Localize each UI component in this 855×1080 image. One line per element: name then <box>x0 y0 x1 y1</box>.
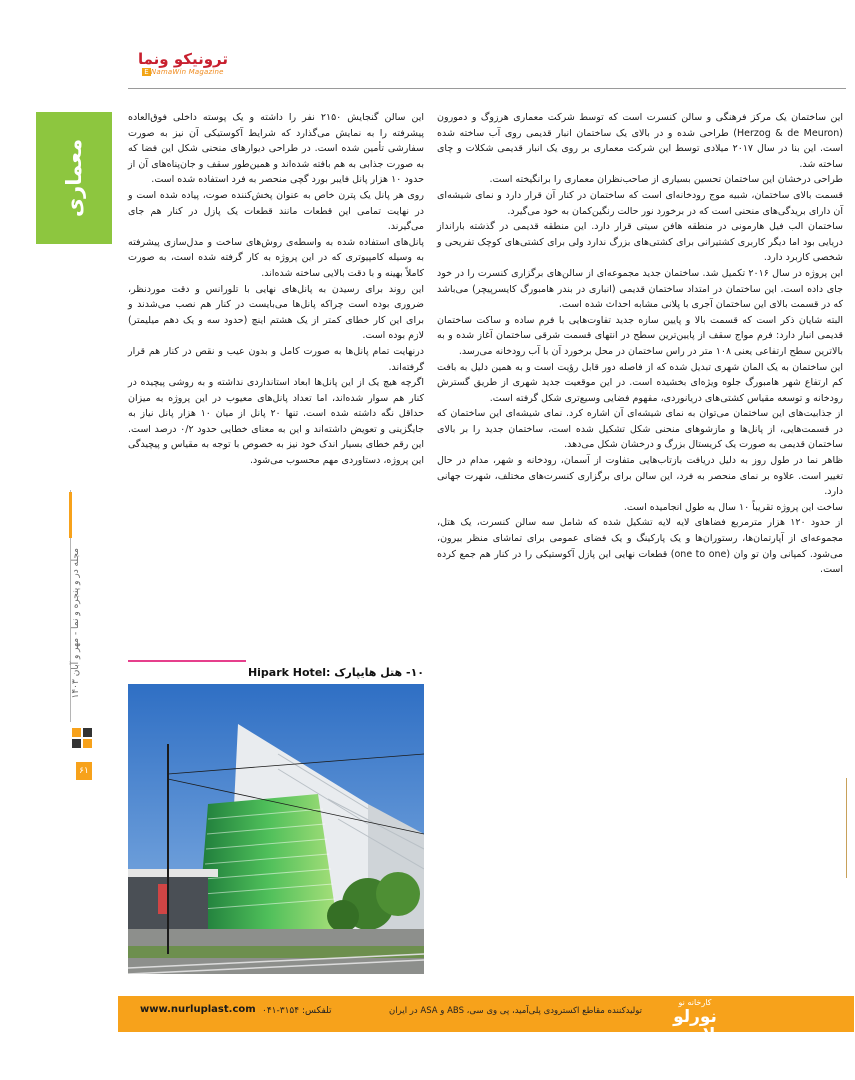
paragraph: طراحی درخشان این ساختمان تحسین بسیاری از صاحب‌نظران معماری را برانگیخته است. <box>489 174 843 186</box>
paragraph: ظاهر نما در طول روز به دلیل دریافت بازتاب‌هایی متفاوت از آسمان، رودخانه و شهر، مدام در حال تغییر است. علاوه بر نمای منحصر به فرد، این سالن برای برگزاری کنسرت‌های مختلف، شهرت جهانی دارد. <box>437 455 843 498</box>
paragraph: درنهایت تمام پانل‌ها به صورت کامل و بدون عیب و نقص در کنار هم قرار گرفته‌اند. <box>128 345 424 373</box>
paragraph: از حدود ۱۲۰ هزار مترمربع فضاهای لایه لایه تشکیل شده که شامل سه سالن کنسرت، یک هتل، مجموعه‌ای از آپارتمان‌ها، رستوران‌ها و یک پارکینگ و یک فضای عمومی برای تماشای منظر بیرون، می‌شود. کمپانی وان تو وان (one to one) قطعات نهایی این پازل آکوستیکی را در کنار هم جمع کرده است. <box>437 517 843 576</box>
logo-title: ترونیکو ونما <box>137 50 229 68</box>
section-label: معماری <box>62 138 86 218</box>
paragraph: ساخت این پروژه تقریباً ۱۰ سال به طول انجامیده است. <box>623 501 843 513</box>
header-divider <box>128 88 846 89</box>
logo-sub-text: NamaWin Magazine <box>150 68 224 76</box>
paragraph: ساختمان الب فیل هارمونی در منطقه هافن سیتی قرار دارد. این منطقه قدیمی در گذشته بارانداز دریایی بود اما دیگر کاربری کشتیرانی برای کشتی‌های بزرگ ندارد ولی برای کشتی‌های کوچک تفریحی و شخصی کاربرد دارد. <box>437 221 843 264</box>
side-accent-bar <box>69 492 72 538</box>
logo-sub-mark: E <box>144 68 149 76</box>
paragraph: پانل‌های استفاده شده به واسطه‌ی روش‌های ساخت و مدل‌سازی پیشرفته به وسیله کامپیوتری که در این پروژه به کار گرفته شده است، به صورت کاملاً بهینه و با دقت بالایی ساخته شده‌اند. <box>128 236 424 279</box>
footer-phone: تلفکس: ۳۱۵۴-۰۴۱ <box>262 1006 332 1016</box>
paragraph: این ساختمان به یک المان شهری تبدیل شده که از فاصله دور قابل رؤیت است و به همین دلیل به بافت کم ارتفاع شهر هامبورگ جلوه ویژه‌ای بخشیده است. در این موقعیت جدید شهری از طریق گسترش رودخانه و توسعه مقیاس کشتی‌های دریانوردی، مفهوم فضایی وسیع‌تری شکل گرفته است. <box>437 361 843 404</box>
article-column-left <box>128 110 424 469</box>
photo-caption <box>128 666 424 679</box>
window-grid-icon <box>72 728 96 752</box>
magazine-logo <box>128 50 238 80</box>
article-column-right <box>437 110 843 578</box>
paragraph: روی هر پانل یک پترن خاص به عنوان پخش‌کننده صوت، پیاده شده است و در نهایت تمامی این قطعات مانند قطعات یک پازل در کنار هم جای می‌گیرند. <box>128 189 424 233</box>
footer-brand-logo <box>655 998 735 1045</box>
paragraph: قسمت بالای ساختمان، شبیه موج رودخانه‌ای است که ساختمان در کنار آن قرار دارد و نمای شیشه‌ای آن دارای بریدگی‌های منحنی است که در برخورد نور حالت رنگین‌کمان به خود می‌گیرد. <box>437 189 843 217</box>
paragraph: از جذابیت‌های این ساختمان می‌توان به نمای شیشه‌ای آن اشاره کرد. نمای شیشه‌ای این ساختمان که در قسمت‌هایی، از پانل‌ها و مازشوهای منحنی شکل تشکیل شده است، ساختمان جدید را بر بالای ساختمان قدیمی به صورت یک کریستال بزرگ و درخشان شکل می‌دهد. <box>437 408 843 451</box>
footer-description: تولیدکننده مقاطع اکسترودی پلی‌آمید، پی وی سی، ABS و ASA در ایران <box>389 1006 642 1016</box>
section-tab <box>36 112 112 244</box>
paragraph: اگرچه هیچ یک از این پانل‌ها ابعاد استانداردی نداشته و به روشی پیچیده در کنار هم سوار شده‌اند، اما تعداد پانل‌های معیوب در این پروژه به میزان حداقل نگه داشته شده است. تنها ۲۰ پانل از میان ۱۰ هزار پانل نیاز به جایگزینی و تعویض داشته‌اند و این به معنای خطایی حدود ۰/۲ درصد است. این رقم خطای بسیار اندک خود نیز به خصوص با توجه به مقیاس و پیچیدگی این پروژه، دستاوردی مهم محسوب می‌شود. <box>128 377 424 467</box>
paragraph: این سالن گنجایش ۲۱۵۰ نفر را داشته و یک پوسته داخلی فوق‌العاده پیشرفته را به نمایش می‌گذارد که شرایط آکوستیکی آن نیز به صورت سفارشی تأمین شده است. در طراحی دیوارهای منحنی شکل این فضا که به صورت جذابی به هم بافته شده‌اند و همین‌طور سقف و جان‌پناه‌های آن از حدود ۱۰ هزار پانل فایبر بورد گچی منحصر به فرد استفاده شده است. <box>128 112 425 186</box>
paragraph: این پروژه در سال ۲۰۱۶ تکمیل شد. ساختمان جدید مجموعه‌ای از سالن‌های برگزاری کنسرت را در خود جای داده است. این ساختمان در امتداد ساختمان قدیمی (انباری در بندر هامبورگ کایسرپیچر) می‌باشد که در قسمت بالای این ساختمان آجری با پلانی مشابه احداث شده است. <box>437 267 843 311</box>
paragraph: این ساختمان یک مرکز فرهنگی و سالن کنسرت است که توسط شرکت معماری هرزوگ و دمورون (Herzog & de Meuron) طراحی شده و در بالای یک ساختمان انبار قدیمی روی آب ساخته شده است. این بنا در سال ۲۰۱۷ میلادی توسط این شرکت معماری بر روی یک انبار قدیمی شکلات و چای ساخته شد. <box>437 112 843 170</box>
page-number: ۶۱ <box>76 762 92 780</box>
hotel-photo <box>128 684 424 974</box>
footer-logo-top: کارخانه نو <box>678 998 712 1007</box>
issue-text: مجله در و پنجره و نما - مهر و آبان ۱۴۰۳ <box>71 548 81 699</box>
caption-prefix: ۱۰- هتل هایپارک <box>334 666 424 679</box>
footer-logo-main: نورلو پلاست <box>667 1007 722 1045</box>
paragraph: البته شایان ذکر است که قسمت بالا و پایین سازه جدید تفاوت‌هایی با فرم ساده و ساکت ساختمان قدیمی انبار دارد: فرم مواج سقف از پایین‌ترین سطح در انتهای قسمت شرقی ساختمان آغاز شده و به بالاترین سطح ارتفاعی یعنی ۱۰۸ متر در راس ساختمان در محل برخورد آن با آب رودخانه می‌رسد. <box>437 314 843 357</box>
caption-english: Hipark Hotel: <box>247 666 331 679</box>
section-divider <box>128 660 246 662</box>
logo-subtitle <box>128 68 238 76</box>
margin-line <box>846 778 847 878</box>
paragraph: این روند برای رسیدن به پانل‌های نهایی با تلورانس و دقت موردنظر، ضروری بوده است چراکه پانل‌ها می‌بایست در کنار هم نصب می‌شدند و برای این کار خطای کمتر از یک هشتم اینچ (حدود سه و یک دهم میلیمتر) لازم بوده است. <box>128 283 424 342</box>
footer-website[interactable]: www.nurluplast.com <box>140 1004 256 1015</box>
hotel-illustration <box>128 684 424 974</box>
